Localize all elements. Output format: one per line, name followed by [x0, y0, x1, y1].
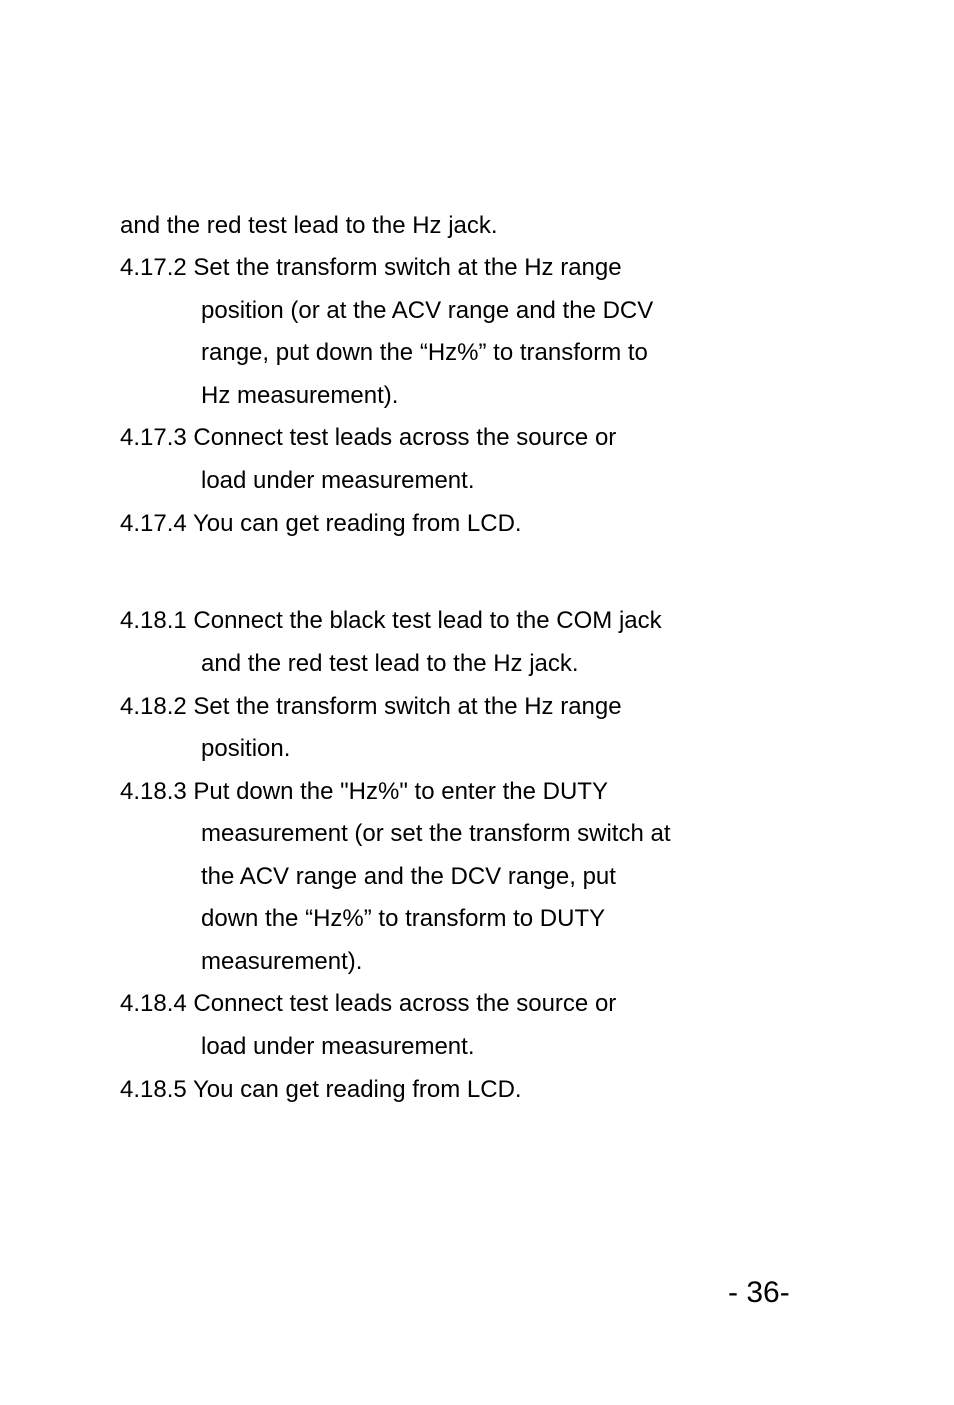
- step-4-18-1: 4.18.1 Connect the black test lead to the COM jack: [120, 607, 662, 634]
- text-line: and the red test lead to the Hz jack.: [120, 212, 498, 239]
- step-4-17-2-cont: position (or at the ACV range and the DCV: [201, 297, 654, 324]
- step-4-18-1-cont: and the red test lead to the Hz jack.: [201, 650, 579, 677]
- step-4-18-3-cont: measurement).: [201, 948, 363, 975]
- step-4-18-2: 4.18.2 Set the transform switch at the Hz range: [120, 693, 622, 720]
- step-4-17-3-cont: load under measurement.: [201, 467, 475, 494]
- page-number: - 36-: [728, 1276, 790, 1309]
- step-4-18-3: 4.18.3 Put down the "Hz%" to enter the DUTY: [120, 778, 608, 805]
- step-4-18-4-cont: load under measurement.: [201, 1033, 475, 1060]
- step-4-18-3-cont: the ACV range and the DCV range, put: [201, 863, 616, 890]
- step-4-17-2-cont: range, put down the “Hz%” to transform to: [201, 339, 648, 366]
- step-4-17-3: 4.17.3 Connect test leads across the source or: [120, 424, 617, 451]
- step-4-17-4: 4.17.4 You can get reading from LCD.: [120, 510, 522, 537]
- step-4-18-3-cont: down the “Hz%” to transform to DUTY: [201, 905, 606, 932]
- step-4-18-4: 4.18.4 Connect test leads across the source or: [120, 990, 617, 1017]
- step-4-17-2: 4.17.2 Set the transform switch at the Hz range: [120, 254, 622, 281]
- step-4-18-5: 4.18.5 You can get reading from LCD.: [120, 1076, 522, 1103]
- step-4-18-3-cont: measurement (or set the transform switch at: [201, 820, 671, 847]
- step-4-17-2-cont: Hz measurement).: [201, 382, 399, 409]
- step-4-18-2-cont: position.: [201, 735, 291, 762]
